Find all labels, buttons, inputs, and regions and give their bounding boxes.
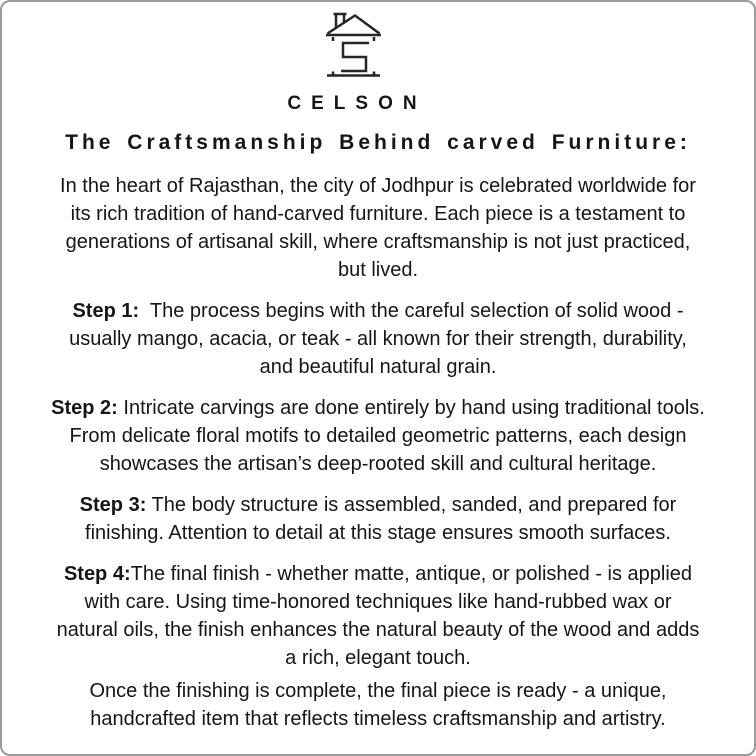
text-line: generations of artisanal skill, where craftsmanship is not just practiced, <box>65 231 691 253</box>
intro-paragraph <box>10 172 746 284</box>
text-line <box>10 491 746 519</box>
step-1-text: The process begins with the careful selection of solid wood - <box>139 300 684 322</box>
step-4-text: The final finish - whether matte, antique, or polished - is applied <box>130 563 693 585</box>
closing-paragraph <box>10 677 746 733</box>
text-line: its rich tradition of hand-carved furniture. Each piece is a testament to <box>70 203 686 225</box>
s-monogram-icon <box>341 43 369 71</box>
text-line: Once the finishing is complete, the final piece is ready - a unique, <box>89 680 667 702</box>
step-3-text: The body structure is assembled, sanded, and prepared for <box>146 494 677 516</box>
text-line: but lived. <box>337 259 419 281</box>
brand-name: CELSON <box>287 93 427 114</box>
step-2-text: Intricate carvings are done entirely by hand using traditional tools. <box>117 397 705 419</box>
text-line <box>10 560 746 588</box>
text-line: a rich, elegant touch. <box>285 647 471 669</box>
step-4-label: Step 4: <box>63 563 131 585</box>
step-2-paragraph <box>10 394 746 478</box>
text-line <box>10 394 746 422</box>
step-1-label: Step 1: <box>72 300 140 322</box>
text-line: natural oils, the finish enhances the natural beauty of the wood and adds <box>56 619 700 641</box>
content-area <box>2 2 754 733</box>
text-line <box>10 297 746 325</box>
text-line: and beautiful natural grain. <box>259 356 497 378</box>
logo-container <box>0 7 721 77</box>
step-3-paragraph <box>10 491 746 547</box>
step-1-paragraph <box>10 297 746 381</box>
step-4-paragraph <box>10 560 746 672</box>
step-3-label: Step 3: <box>79 494 147 516</box>
text-line: finishing. Attention to detail at this stage ensures smooth surfaces. <box>85 522 671 544</box>
house-monogram-logo-icon <box>326 10 381 77</box>
step-2-label: Step 2: <box>51 397 118 419</box>
text-line: usually mango, acacia, or teak - all known for their strength, durability, <box>69 328 687 350</box>
text-line: showcases the artisan’s deep-rooted skill and cultural heritage. <box>99 453 657 475</box>
text-line: From delicate floral motifs to detailed geometric patterns, each design <box>69 425 687 447</box>
text-line: with care. Using time-honored techniques like hand-rubbed wax or <box>84 591 672 613</box>
text-line: In the heart of Rajasthan, the city of Jodhpur is celebrated worldwide for <box>60 175 696 197</box>
text-line: handcrafted item that reflects timeless craftsmanship and artistry. <box>90 708 666 730</box>
page-title: The Craftsmanship Behind carved Furniture: <box>65 131 691 154</box>
